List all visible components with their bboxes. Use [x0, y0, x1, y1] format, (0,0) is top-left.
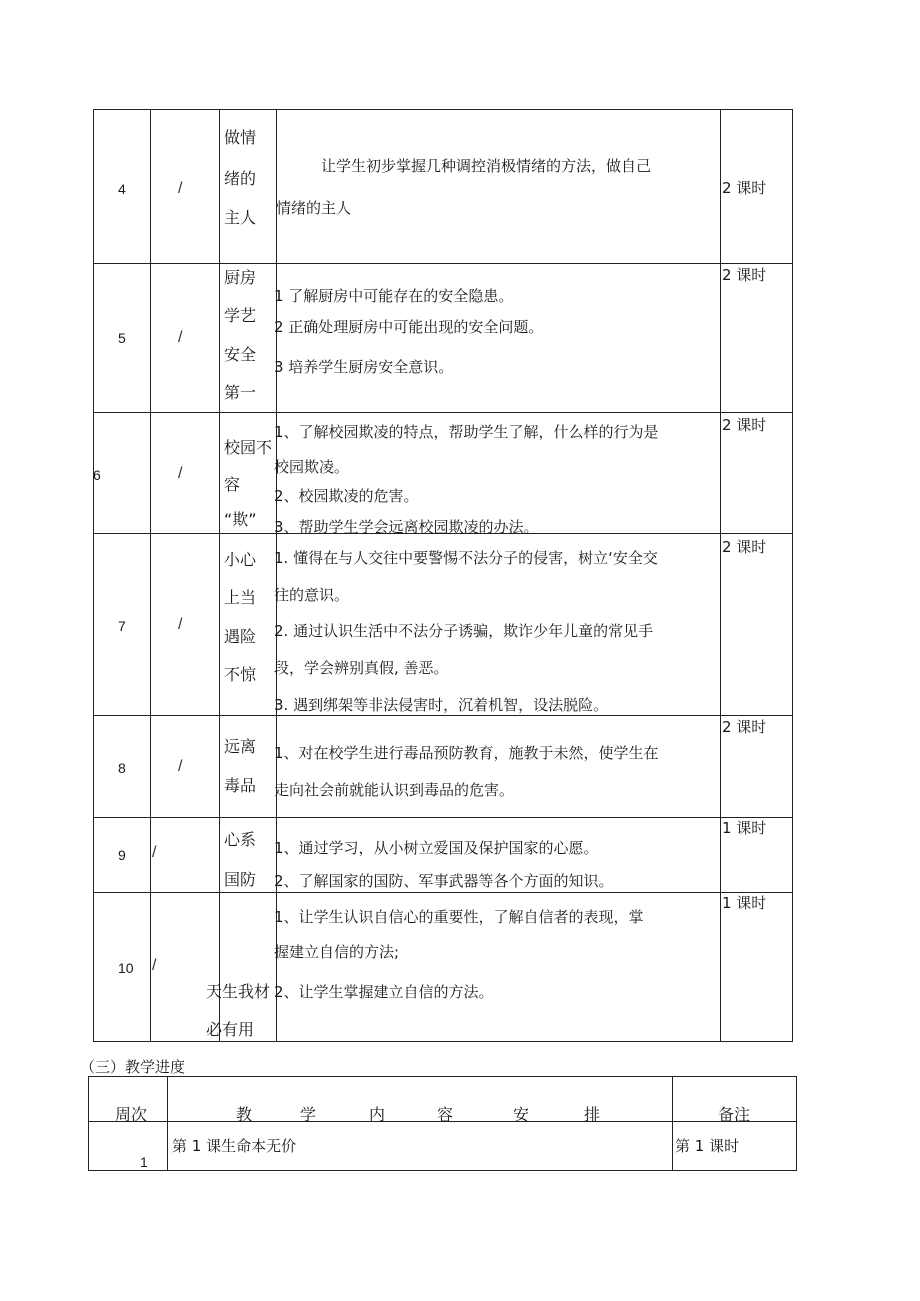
table-col-border — [276, 109, 277, 1042]
row-slash: / — [152, 957, 157, 974]
row-number: 5 — [118, 330, 126, 346]
lesson-hours: 1 课时 — [722, 819, 767, 837]
table-row-border — [93, 263, 793, 264]
header-arrangement-char: 安 — [513, 1105, 530, 1124]
schedule-col-border — [672, 1076, 673, 1171]
lesson-hours: 2 课时 — [722, 266, 767, 284]
lesson-content-line: 校园欺凌。 — [274, 458, 350, 476]
row-slash: / — [152, 844, 157, 861]
lesson-content-line: 2、了解国家的国防、军事武器等各个方面的知识。 — [274, 872, 614, 890]
lesson-title-line: 毒品 — [224, 776, 257, 795]
lesson-hours: 2 课时 — [722, 718, 767, 736]
header-arrangement-char: 内 — [369, 1105, 386, 1124]
table-col-border — [720, 109, 721, 1042]
lesson-title-line: 第一 — [224, 383, 257, 402]
lesson-title-line: 上当 — [224, 588, 257, 607]
lesson-hours: 1 课时 — [722, 894, 767, 912]
table-col-border — [219, 109, 220, 1042]
row-number: 8 — [118, 760, 126, 776]
lesson-content-line: 往的意识。 — [274, 586, 350, 604]
lesson-content-line: 3、帮助学生学会远离校园欺凌的办法。 — [274, 518, 539, 536]
row-slash: / — [178, 180, 183, 197]
table-row-border — [93, 1041, 793, 1042]
lesson-title-line: 天生我材 — [206, 982, 271, 1001]
lesson-content-line: 1、了解校园欺凌的特点，帮助学生了解，什么样的行为是 — [274, 423, 659, 441]
header-arrangement-char: 容 — [437, 1105, 454, 1124]
row-slash: / — [178, 616, 183, 633]
section-title: （三）教学进度 — [80, 1058, 186, 1076]
lesson-title-line: 心系 — [224, 830, 257, 849]
schedule-bottom-border — [88, 1170, 797, 1171]
lesson-content-line: 2、校园欺凌的危害。 — [274, 487, 419, 505]
header-week: 周次 — [115, 1105, 148, 1124]
schedule-remark: 第 1 课时 — [675, 1137, 740, 1155]
table-row-border — [93, 109, 793, 110]
lesson-title-line: 厨房 — [224, 268, 257, 287]
schedule-content: 第 1 课生命本无价 — [172, 1137, 297, 1155]
row-slash: / — [178, 465, 183, 482]
lesson-content-line: 2 正确处理厨房中可能出现的安全问题。 — [274, 318, 544, 336]
lesson-content-line: 2、让学生掌握建立自信的方法。 — [274, 983, 494, 1001]
schedule-col-border — [167, 1076, 168, 1171]
table-col-border — [150, 109, 151, 1042]
lesson-title-line: 主人 — [224, 208, 257, 227]
row-slash: / — [178, 758, 183, 775]
row-number: 6 — [93, 467, 101, 483]
lesson-title-line: 小心 — [224, 550, 257, 569]
table-col-border — [792, 109, 793, 1042]
lesson-hours: 2 课时 — [722, 179, 767, 197]
lesson-content-line: 2. 通过认识生活中不法分子诱骗，欺诈少年儿童的常见手 — [274, 622, 654, 640]
table-row-border — [93, 715, 793, 716]
lesson-title-line: 安全 — [224, 345, 257, 364]
lesson-title-line: 容 — [224, 475, 241, 494]
schedule-week: 1 — [140, 1154, 148, 1170]
table-row-border — [93, 817, 793, 818]
table-row-border — [93, 892, 793, 893]
row-number: 10 — [118, 960, 134, 976]
lesson-content-line: 3 培养学生厨房安全意识。 — [274, 358, 454, 376]
lesson-content-line: 段，学会辨别真假, 善恶。 — [274, 659, 449, 677]
row-slash: / — [178, 329, 183, 346]
lesson-title-line: 做情 — [224, 128, 257, 147]
header-arrangement-char: 教 — [236, 1105, 253, 1124]
schedule-col-border — [796, 1076, 797, 1171]
row-number: 7 — [118, 618, 126, 634]
row-number: 4 — [118, 181, 126, 197]
lesson-title-line: 绪的 — [224, 169, 257, 188]
lesson-hours: 2 课时 — [722, 416, 767, 434]
lesson-title-line: 校园不 — [224, 438, 273, 457]
lesson-title-line: 远离 — [224, 737, 257, 756]
schedule-top-border — [88, 1076, 797, 1077]
lesson-hours: 2 课时 — [722, 538, 767, 556]
lesson-content-line: 1、通过学习，从小树立爱国及保护国家的心愿。 — [274, 839, 599, 857]
lesson-content-line: 让学生初步掌握几种调控消极情绪的方法，做自己 — [276, 157, 652, 175]
lesson-content-line: 走向社会前就能认识到毒品的危害。 — [274, 781, 515, 799]
lesson-title-line: 学艺 — [224, 306, 257, 325]
lesson-content-line: 1. 懂得在与人交往中要警惕不法分子的侵害，树立‘安全交 — [274, 549, 658, 567]
header-arrangement-char: 学 — [300, 1105, 317, 1124]
lesson-content-line: 1 了解厨房中可能存在的安全隐患。 — [274, 287, 514, 305]
lesson-content-line: 1、对在校学生进行毒品预防教育，施教于未然，使学生在 — [274, 744, 659, 762]
table-row-border — [93, 412, 793, 413]
lesson-content-line: 3. 遇到绑架等非法侵害时，沉着机智，设法脱险。 — [274, 696, 609, 714]
schedule-col-border — [88, 1076, 89, 1171]
lesson-content-line: 1、让学生认识自信心的重要性，了解自信者的表现，掌 — [274, 908, 644, 926]
lesson-title-line: 不惊 — [224, 665, 257, 684]
row-number: 9 — [118, 847, 126, 863]
lesson-title-line: 国防 — [224, 870, 257, 889]
lesson-content-line: 握建立自信的方法; — [274, 943, 400, 961]
lesson-title-line: “欺” — [224, 510, 257, 529]
lesson-content-line: 情绪的主人 — [276, 199, 352, 217]
table-col-border — [93, 109, 94, 1042]
lesson-title-line: 必有用 — [206, 1020, 255, 1039]
header-arrangement-char: 排 — [584, 1105, 601, 1124]
lesson-title-line: 遇险 — [224, 627, 257, 646]
header-remark: 备注 — [718, 1105, 751, 1124]
